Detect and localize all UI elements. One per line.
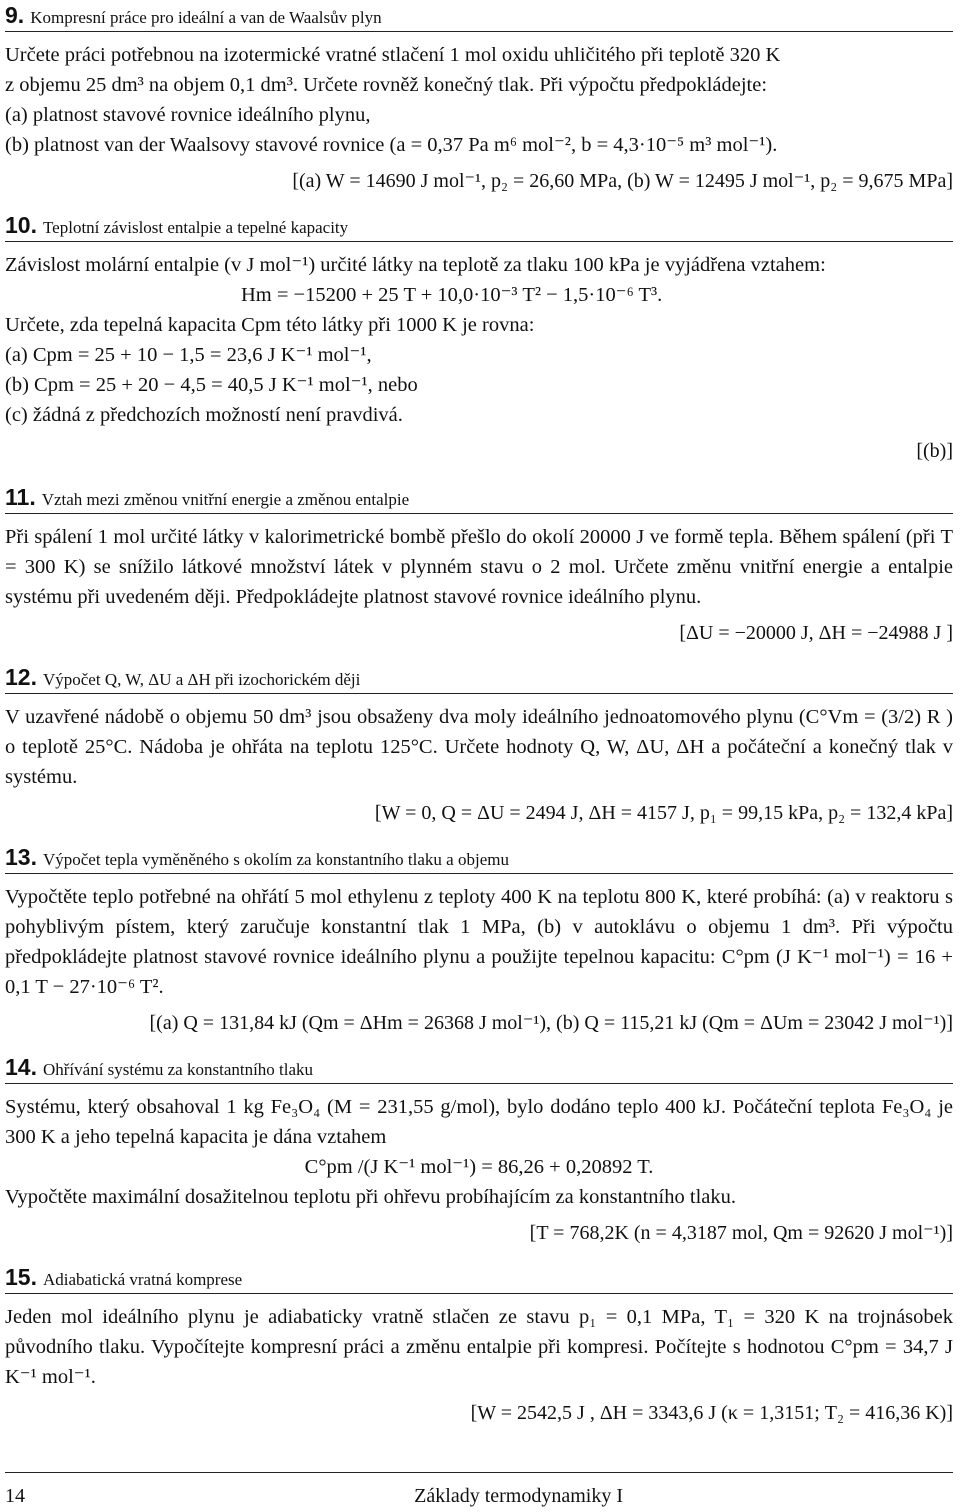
problem-number: 15.: [5, 1264, 37, 1290]
problem-title: Teplotní závislost entalpie a tepelné kapacity: [42, 218, 349, 237]
text-line: Určete práci potřebnou na izotermické vratné stlačení 1 mol oxidu uhličitého při teplotě 320 K: [5, 44, 781, 66]
problem-11: [5, 484, 953, 648]
problem-text: [5, 522, 953, 612]
problem-10: [5, 212, 953, 466]
problem-title: Adiabatická vratná komprese: [42, 1270, 243, 1289]
answer: [W = 2542,5 J , ΔH = 3343,6 J (κ = 1,3151; T₂ = 416,36 K)]: [470, 1402, 953, 1424]
problem-heading: [5, 844, 953, 874]
problem-15: [5, 1264, 953, 1428]
problem-14: [5, 1054, 953, 1248]
problem-title: Výpočet tepla vyměněného s okolím za konstantního tlaku a objemu: [42, 850, 509, 869]
problem-heading: [5, 664, 953, 694]
problem-number: 10.: [5, 212, 37, 238]
problem-text: [5, 882, 953, 1002]
text-paragraph: V uzavřené nádobě o objemu 50 dm³ jsou obsaženy dva moly ideálního jednoatomového plynu (C°Vm = (3/2) R ) o teplotě 25°C. Nádoba je ohřáta na teplotu 125°C. Určete hodnoty Q, W, ΔU, ΔH a počáteční a konečný tlak v systému.: [5, 706, 953, 788]
problem-text: [5, 40, 953, 160]
page-content: [5, 0, 953, 1428]
page-footer: [5, 1472, 953, 1508]
text-paragraph: Vypočtěte teplo potřebné na ohřátí 5 mol ethylenu z teploty 400 K na teplotu 800 K, které probíhá: (a) v reaktoru s pohyblivým pístem, který zaručuje konstantní tlak 1 MPa, (b) v autoklávu o objemu 1 dm³. Při výpočtu předpokládejte platnost stavové rovnice ideálního plynu a použijte tepelnou kapacitu: C°pm (J K⁻¹ mol⁻¹) = 16 + 0,1 T − 27·10⁻⁶ T².: [5, 886, 953, 998]
problem-9: [5, 2, 953, 196]
problem-number: 12.: [5, 664, 37, 690]
answer: [(a) Q = 131,84 kJ (Qm = ΔHm = 26368 J mol⁻¹), (b) Q = 115,21 kJ (Qm = ΔUm = 23042 J mol⁻¹)]: [149, 1012, 953, 1034]
problem-title: Ohřívání systému za konstantního tlaku: [42, 1060, 314, 1079]
text-paragraph: Systému, který obsahoval 1 kg Fe₃O₄ (M = 231,55 g/mol), bylo dodáno teplo 400 kJ. Počáteční teplota Fe₃O₄ je 300 K a jeho tepelná kapacita je dána vztahem: [5, 1096, 953, 1148]
problem-number: 13.: [5, 844, 37, 870]
problem-heading: [5, 212, 953, 242]
problem-12: [5, 664, 953, 828]
problem-text: [5, 1302, 953, 1392]
problem-text: [5, 1092, 953, 1212]
problem-title: Kompresní práce pro ideální a van de Waalsův plyn: [30, 8, 382, 27]
page-number: 14: [5, 1485, 25, 1507]
problem-heading: [5, 484, 953, 514]
section-title: Základy termodynamiky I: [414, 1485, 623, 1507]
option-b: (b) Cpm = 25 + 20 − 4,5 = 40,5 J K⁻¹ mol⁻¹, nebo: [5, 374, 418, 396]
answer: [ΔU = −20000 J, ΔH = −24988 J ]: [679, 622, 953, 644]
answer: [(b)]: [916, 440, 953, 462]
problem-title: Výpočet Q, W, ΔU a ΔH při izochorickém ději: [42, 670, 361, 689]
text-line: (a) platnost stavové rovnice ideálního plynu,: [5, 104, 371, 126]
text-line: (b) platnost van der Waalsovy stavové rovnice (a = 0,37 Pa m⁶ mol⁻², b = 4,3·10⁻⁵ m³ mol⁻¹).: [5, 134, 778, 156]
text-paragraph: Vypočtěte maximální dosažitelnou teplotu při ohřevu probíhajícím za konstantního tlaku.: [5, 1186, 736, 1208]
problem-heading: [5, 1054, 953, 1084]
text-line: Závislost molární entalpie (v J mol⁻¹) určité látky na teplotě za tlaku 100 kPa je vyjádřena vztahem:: [5, 254, 826, 276]
answer: [(a) W = 14690 J mol⁻¹, p₂ = 26,60 MPa, (b) W = 12495 J mol⁻¹, p₂ = 9,675 MPa]: [292, 170, 953, 192]
problem-number: 9.: [5, 2, 25, 28]
text-paragraph: Jeden mol ideálního plynu je adiabaticky vratně stlačen ze stavu p₁ = 0,1 MPa, T₁ = 320 K na trojnásobek původního tlaku. Vypočítejte kompresní práci a změnu entalpie při kompresi. Počítejte s hodnotou C°pm = 34,7 J K⁻¹ mol⁻¹.: [5, 1306, 953, 1388]
text-line: z objemu 25 dm³ na objem 0,1 dm³. Určete rovněž konečný tlak. Při výpočtu předpokládejte:: [5, 74, 768, 96]
text-paragraph: Při spálení 1 mol určité látky v kalorimetrické bombě přešlo do okolí 20000 J ve formě tepla. Během spálení (při T = 300 K) se snížilo látkové množství látek v plynném stavu o 2 mol. Určete změnu vnitřní energie a entalpie systému při uvedeném ději. Předpokládejte platnost stavové rovnice ideálního plynu.: [5, 526, 953, 608]
equation: Hm = −15200 + 25 T + 10,0·10⁻³ T² − 1,5·10⁻⁶ T³.: [241, 284, 663, 306]
problem-number: 14.: [5, 1054, 37, 1080]
problem-heading: [5, 2, 953, 32]
problem-title: Vztah mezi změnou vnitřní energie a změnou entalpie: [41, 490, 410, 509]
option-c: (c) žádná z předchozích možností není pravdivá.: [5, 404, 403, 426]
problem-13: [5, 844, 953, 1038]
problem-number: 11.: [5, 484, 36, 510]
text-line: Určete, zda tepelná kapacita Cpm této látky při 1000 K je rovna:: [5, 314, 535, 336]
answer: [W = 0, Q = ΔU = 2494 J, ΔH = 4157 J, p₁ = 99,15 kPa, p₂ = 132,4 kPa]: [374, 802, 953, 824]
problem-text: [5, 250, 953, 430]
answer: [T = 768,2K (n = 4,3187 mol, Qm = 92620 J mol⁻¹)]: [529, 1222, 953, 1244]
option-a: (a) Cpm = 25 + 10 − 1,5 = 23,6 J K⁻¹ mol⁻¹,: [5, 344, 372, 366]
problem-text: [5, 702, 953, 792]
problem-heading: [5, 1264, 953, 1294]
equation: C°pm /(J K⁻¹ mol⁻¹) = 86,26 + 0,20892 T.: [304, 1156, 654, 1178]
